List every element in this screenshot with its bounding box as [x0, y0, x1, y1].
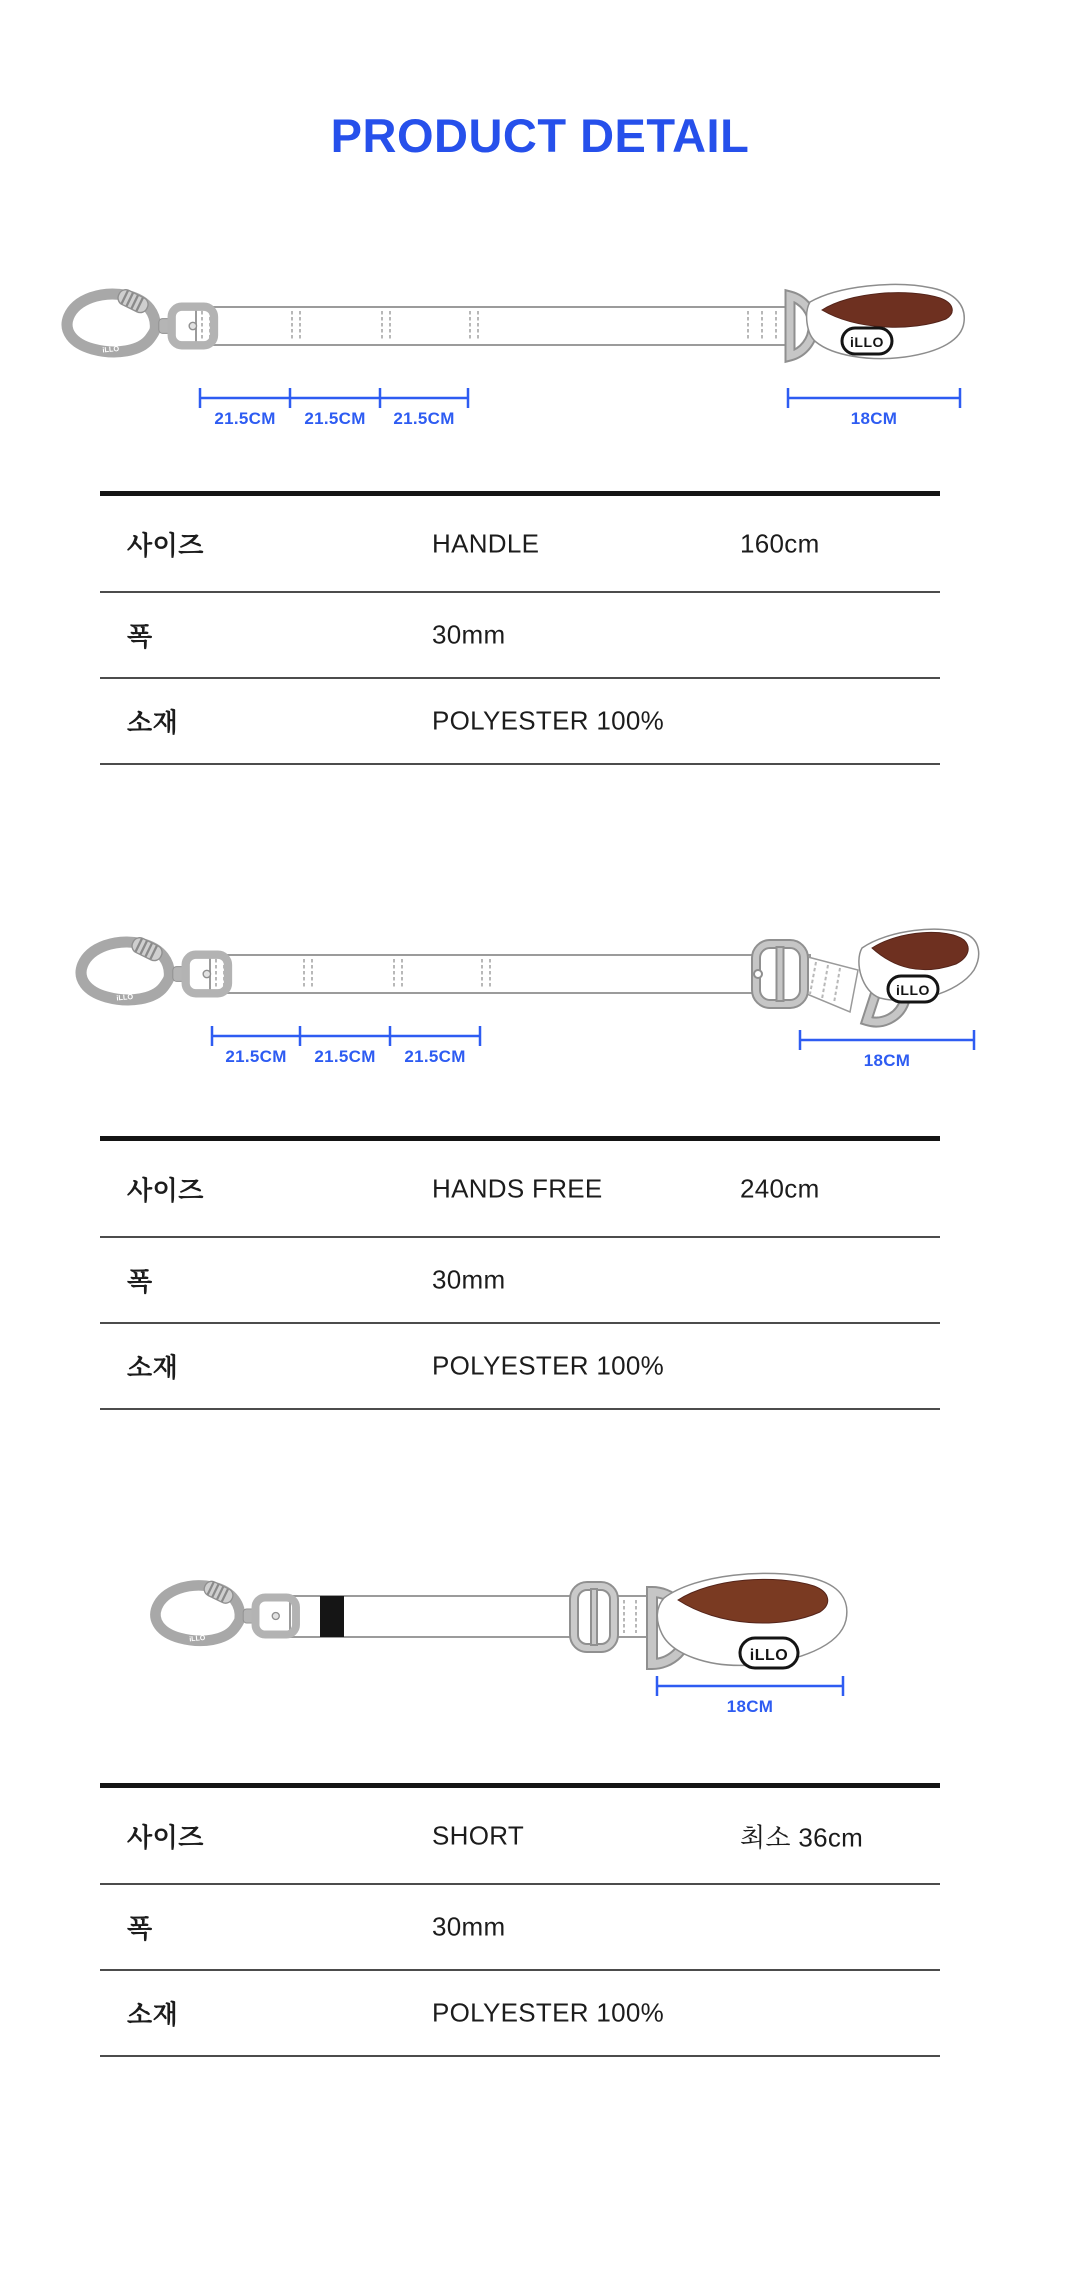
spec-table-short	[100, 1783, 940, 2057]
dimension-label: 18CM	[726, 1697, 774, 1716]
carabiner-icon	[81, 935, 228, 1002]
dimension-line	[657, 1676, 843, 1696]
spec-label: 사이즈	[127, 530, 204, 560]
spec-row-size	[100, 1788, 940, 1885]
spec-value: 30mm	[432, 1911, 506, 1942]
brand-logo-text: iLLO	[749, 1647, 789, 1664]
spec-label: 폭	[127, 1266, 153, 1297]
spec-value: SHORT	[432, 1820, 525, 1850]
spec-label: 소재	[127, 707, 179, 738]
product-diagram-short	[0, 1565, 1080, 1725]
spec-label: 사이즈	[127, 1822, 204, 1852]
spec-value: 30mm	[432, 1264, 506, 1295]
dimension-label: 18CM	[850, 409, 898, 428]
spec-value: HANDS FREE	[432, 1173, 603, 1203]
spec-label: 소재	[127, 1352, 179, 1383]
spec-row-material	[100, 1324, 940, 1410]
dimension-line	[200, 388, 960, 408]
dimension-label: 21.5CM	[214, 409, 276, 428]
carabiner-icon	[155, 1579, 296, 1643]
dimension-label: 21.5CM	[404, 1047, 466, 1066]
carabiner-icon	[67, 287, 214, 354]
spec-value: HANDLE	[432, 528, 540, 558]
dimension-label: 21.5CM	[314, 1047, 376, 1066]
spec-row-material	[100, 679, 940, 765]
spec-label: 폭	[127, 621, 153, 652]
spec-extra: 최소 36cm	[740, 1822, 864, 1852]
strap-webbing	[196, 307, 792, 345]
spec-row-width	[100, 1885, 940, 1971]
spec-row-size	[100, 1141, 940, 1238]
strap-webbing	[210, 955, 810, 993]
spec-value: POLYESTER 100%	[432, 1350, 665, 1381]
spec-label: 소재	[127, 1999, 179, 2030]
spec-table-hands-free	[100, 1136, 940, 1410]
spec-row-width	[100, 1238, 940, 1324]
spec-label: 폭	[127, 1913, 153, 1944]
spec-extra: 160cm	[740, 528, 820, 558]
spec-row-size	[100, 496, 940, 593]
spec-extra: 240cm	[740, 1173, 820, 1203]
brand-logo-text: iLLO	[850, 334, 884, 350]
dimension-label: 18CM	[863, 1051, 911, 1070]
product-diagram-hands-free	[0, 915, 1080, 1080]
spec-row-width	[100, 593, 940, 679]
spec-label: 사이즈	[127, 1175, 204, 1205]
brand-logo	[842, 328, 892, 354]
page-title: PRODUCT DETAIL	[330, 109, 750, 162]
brand-logo	[888, 976, 938, 1002]
brand-logo	[740, 1638, 798, 1668]
product-diagram-handle	[0, 270, 1080, 440]
dimension-label: 21.5CM	[304, 409, 366, 428]
dimension-label: 21.5CM	[393, 409, 455, 428]
spec-value: POLYESTER 100%	[432, 1997, 665, 2028]
slider-buckle	[574, 1586, 614, 1648]
slider-buckle	[754, 944, 804, 1004]
folded-strap	[802, 956, 858, 1012]
strap-black-band	[320, 1596, 344, 1637]
spec-value: 30mm	[432, 619, 506, 650]
spec-value: POLYESTER 100%	[432, 705, 665, 736]
spec-row-material	[100, 1971, 940, 2057]
dimension-label: 21.5CM	[225, 1047, 287, 1066]
spec-table-handle	[100, 491, 940, 765]
brand-logo-text: iLLO	[896, 982, 930, 998]
